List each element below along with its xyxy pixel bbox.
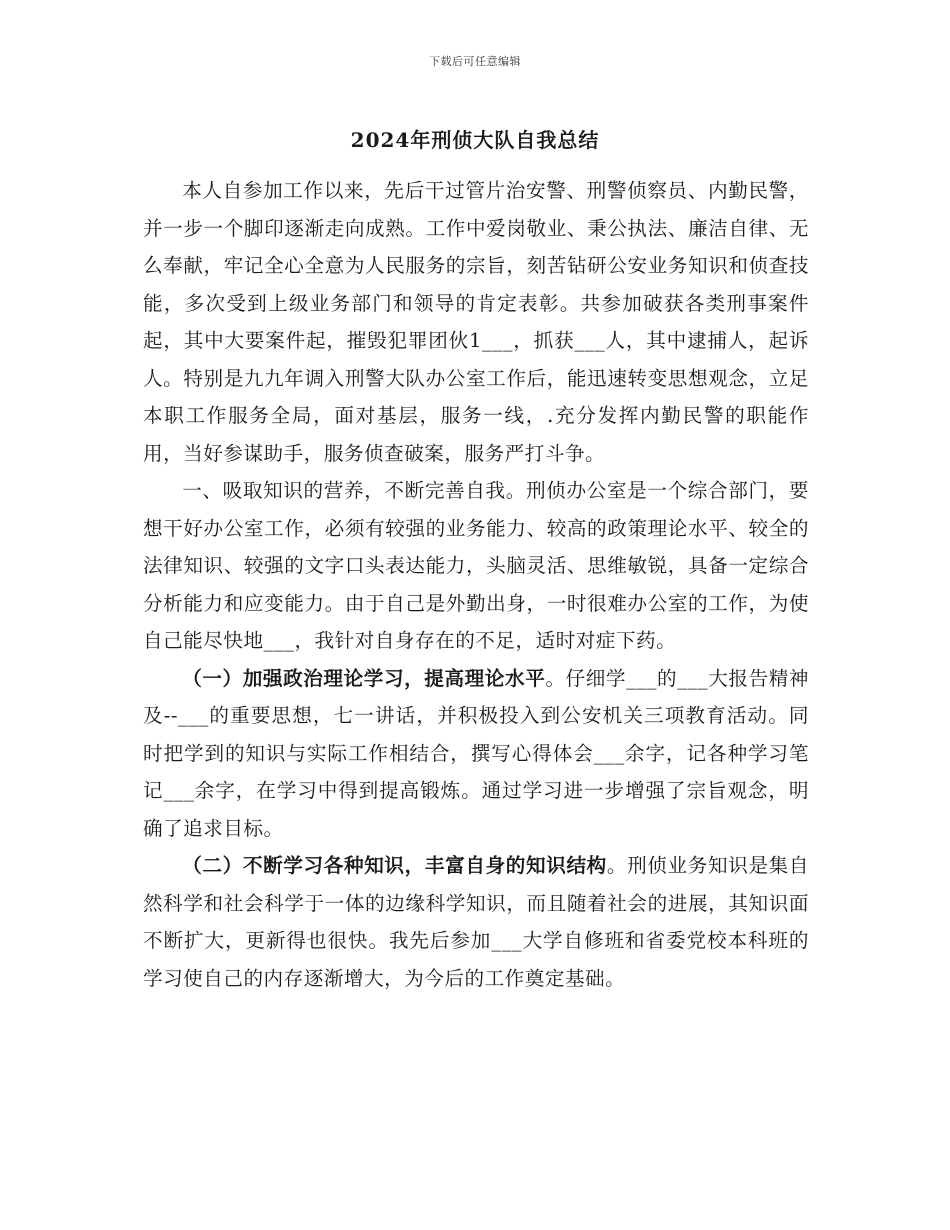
- paragraph-text: 。仔细学___的___大报告精神及--___的重要思想，七一讲话，并积极投入到公安机关三项教育活动。同时把学到的知识与实际工作相结合，撰写心得体会___余字，记各种学习笔记___余字，在学习中得到提高锻炼。通过学习进一步增强了宗旨观念，明确了追求目标。: [143, 666, 810, 840]
- paragraph-text: 本人自参加工作以来，先后干过管片治安警、刑警侦察员、内勤民警，并一步一个脚印逐渐走向成熟。工作中爱岗敬业、秉公执法、廉洁自律、无么奉献，牢记全心全意为人民服务的宗旨，刻苦钻研公安业务知识和侦查技能，多次受到上级业务部门和领导的肯定表彰。共参加破获各类刑事案件起，其中大要案件起，摧毁犯罪团伙1___，抓获___人，其中逮捕人，起诉人。特别是九九年调入刑警大队办公室工作后，能迅速转变思想观念，立足本职工作服务全局，面对基层，服务一线，.充分发挥内勤民警的职能作用，当好参谋助手，服务侦查破案，服务严打斗争。: [143, 179, 809, 465]
- paragraph-section-one: [143, 472, 809, 660]
- paragraph-subsection-one: [143, 660, 809, 848]
- paragraph-intro: [143, 172, 809, 472]
- page-header-note: 下载后可任意编辑: [429, 55, 521, 68]
- paragraph-text: 一、吸取知识的营养，不断完善自我。刑侦办公室是一个综合部门，要想干好办公室工作，必须有较强的业务能力、较高的政策理论水平、较全的法律知识、较强的文字口头表达能力，头脑灵活、思维敏锐，具备一定综合分析能力和应变能力。由于自己是外勤出身，一时很难办公室的工作，为使自己能尽快地___，我针对自身存在的不足，适时对症下药。: [143, 479, 809, 652]
- document-title: 2024年刑侦大队自我总结: [350, 128, 600, 152]
- subsection-heading: （二）不断学习各种知识，丰富自身的知识结构: [182, 854, 607, 877]
- subsection-heading: （一）加强政治理论学习，提高理论水平: [182, 666, 546, 690]
- document-body: [143, 172, 809, 997]
- paragraph-subsection-two: [143, 847, 809, 997]
- paragraph-text: 。刑侦业务知识是集自然科学和社会科学于一体的边缘科学知识，而且随着社会的进展，其知识面不断扩大，更新得也很快。我先后参加___大学自修班和省委党校本科班的学习使自己的内存逐渐增大，为今后的工作奠定基础。: [143, 854, 809, 990]
